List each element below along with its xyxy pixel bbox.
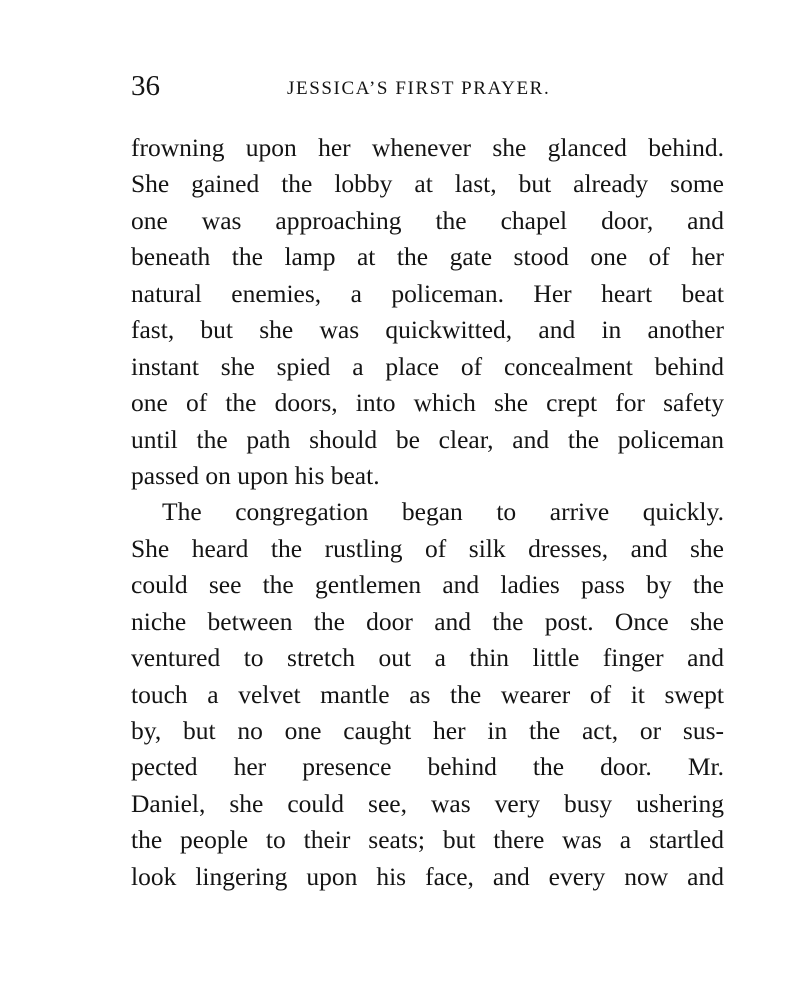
text-line: one was approaching the chapel door, and — [131, 205, 724, 235]
text-line: niche between the door and the post. Once she — [131, 606, 724, 636]
page-number: 36 — [131, 70, 160, 102]
text-line: look lingering upon his face, and every now and — [131, 861, 724, 891]
text-line: frowning upon her whenever she glanced behind. — [131, 133, 724, 162]
text-line: until the path should be clear, and the policeman — [131, 424, 724, 454]
text-line: touch a velvet mantle as the wearer of it swept — [131, 679, 724, 709]
text-line: could see the gentlemen and ladies pass by the — [131, 570, 724, 600]
text-line: instant she spied a place of concealment behind — [131, 351, 724, 381]
body-text — [131, 130, 724, 895]
text-line: She heard the rustling of silk dresses, and she — [131, 533, 724, 563]
text-line: one of the doors, into which she crept for safety — [131, 388, 724, 418]
text-line: pected her presence behind the door. Mr. — [131, 752, 724, 782]
text-line: fast, but she was quickwitted, and in another — [131, 315, 724, 345]
running-head — [131, 66, 724, 106]
text-line: natural enemies, a policeman. Her heart beat — [131, 278, 724, 308]
text-line: The congregation began to arrive quickly. — [162, 497, 724, 527]
text-line: Daniel, she could see, was very busy ushering — [131, 788, 724, 818]
text-line: She gained the lobby at last, but already some — [131, 169, 724, 199]
text-line: by, but no one caught her in the act, or sus- — [131, 716, 724, 745]
running-title: JESSICA’S FIRST PRAYER. — [287, 78, 551, 99]
text-line: ventured to stretch out a thin little finger and — [131, 643, 724, 673]
text-line: beneath the lamp at the gate stood one of her — [131, 242, 724, 272]
text-line: the people to their seats; but there was a startled — [131, 825, 724, 855]
text-line: passed on upon his beat. — [131, 460, 380, 490]
